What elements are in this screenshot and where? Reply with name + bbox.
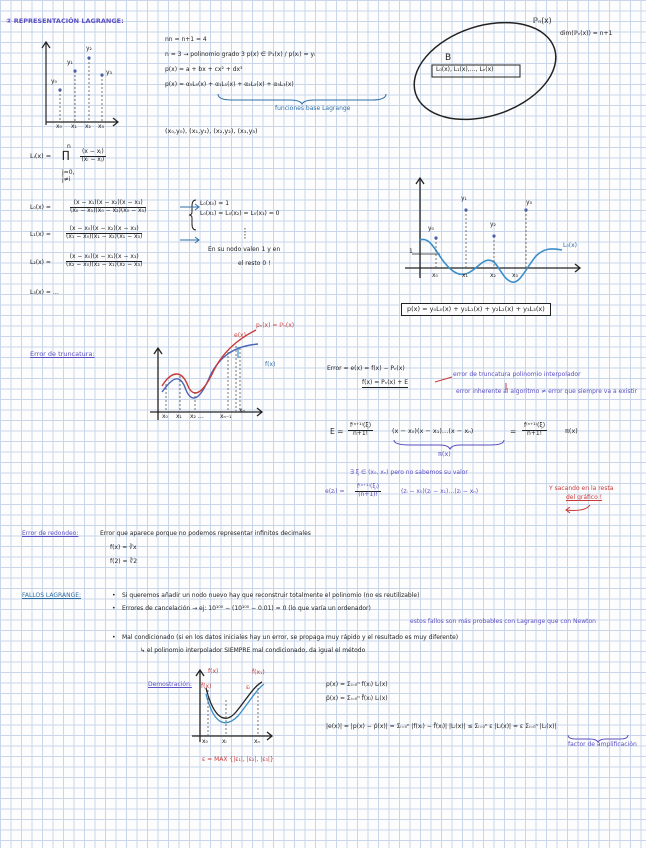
rg-y3: y₃	[526, 199, 532, 206]
product-top: n	[67, 143, 71, 150]
tg-fx: f(x)	[265, 361, 276, 368]
fallos-b3b: ↳ el polinomio interpolador SIEMPRE mal condicionado, da igual el método	[140, 647, 366, 654]
factor-note: factor de amplificación	[568, 741, 637, 748]
brace-line-1: L₀(x₀) = 1	[200, 200, 230, 207]
dg-f1: f̃(x₁)	[252, 669, 265, 676]
product-bottom: j=0, j≠i	[62, 169, 75, 183]
graph-label-x2: x₂	[85, 123, 91, 130]
E-frac1-den: n+1!	[353, 429, 369, 437]
error-def-line: Error = e(x) = f(x) − Pₙ(x)	[327, 365, 405, 372]
section-title-redondeo: Error de redondeo:	[22, 530, 79, 537]
L0-denominator: (x₀ − x₁)(x₀ − x₂)(x₀ − x₃)	[70, 206, 147, 214]
base-lagrange-note: funciones base Lagrange	[275, 105, 351, 112]
L3-line: L₃(x) = …	[30, 289, 59, 296]
rg-y0: y₀	[428, 225, 434, 232]
xi-line: ∃ ξ ∈ (x₀, xₙ) pero no sabemos su valor	[350, 469, 468, 476]
f-equals-line: f(x) = Pₙ(x) + E	[362, 379, 409, 386]
fallos-b3a: Mal condicionado (si en los datos iniciales hay un error, se propaga muy rápido y el resultado es muy diferente)	[122, 634, 459, 641]
fallos-b1: Si queremos añadir un nodo nuevo hay que reconstruir totalmente el polinomio (no es reutilizable)	[122, 592, 420, 599]
demo-inequality: |e(x)| = |p(x) − p̄(x)| = Σᵢ₌₀ⁿ |f(xᵢ) − f̄(xᵢ)| |Lᵢ(x)| ≤ Σᵢ₌₀ⁿ ε |Lᵢ(x)| = ε Σᵢ₌₀ⁿ |Lᵢ(x)|	[326, 723, 557, 730]
tg-x1: x₁	[176, 413, 182, 420]
rounding-line-1: Error que aparece porque no podemos representar infinitos decimales	[100, 530, 311, 537]
eps-max: ε = MAX {|ε₁|, |ε₂|, |ε₃|}	[202, 756, 274, 763]
line-poly: p(x) = a + bx + cx² + dx³	[165, 66, 243, 73]
rounding-line-3: f(2) = ∛2	[110, 558, 138, 565]
dg-xn: xₙ	[254, 738, 260, 745]
demo-px: p(x) = Σᵢ₌₀ⁿ f(xᵢ) Lᵢ(x)	[326, 681, 388, 688]
rg-y2: y₂	[490, 221, 496, 228]
section-title-lagrange: ② REPRESENTACIÓN LAGRANGE:	[6, 17, 124, 25]
rg-L0: L₀(x)	[563, 242, 577, 249]
dg-fx: f(x)	[208, 668, 219, 675]
fallos-b2b: estos fallos son más probables con Lagrange que con Newton	[410, 618, 596, 625]
ez-den: (n+1)!	[358, 490, 378, 498]
line-nn: nn = n+1 = 4	[165, 36, 207, 43]
graph-label-y1: y₁	[67, 59, 73, 66]
line-alpha: p(x) = α₀L₀(x) + α₁L₁(x) + α₂L₂(x) + α₃L₃(x)	[165, 81, 294, 88]
ez-rest: (zᵢ − x₀)(zᵢ − x₁)…(zᵢ − xₙ)	[401, 488, 479, 495]
brace-line-2: L₀(x₁) = L₀(x₂) = L₀(x₃) = 0	[200, 210, 280, 217]
dg-x0: x₀	[202, 738, 208, 745]
E-mid-under: π(x)	[438, 450, 451, 458]
tg-xn: xₙ	[239, 407, 245, 414]
section-title-truncatura: Error de truncatura:	[30, 350, 95, 358]
rg-y1: y₁	[461, 195, 467, 202]
graph-label-x1: x₁	[71, 123, 77, 130]
tg-x0: x₀	[162, 413, 168, 420]
dg-fxb: f̄(x)	[201, 683, 212, 690]
L1-lhs: L₁(x) =	[30, 231, 51, 238]
demo-pxb: p̄(x) = Σᵢ₌₀ⁿ f̄(xᵢ) Lᵢ(x)	[326, 695, 388, 702]
dg-ei: εᵢ	[246, 684, 251, 691]
line-n3: n = 3 → polinomio grado 3 p(x) ∈ ℙ₃(x) / p(xᵢ) = yᵢ	[165, 51, 316, 58]
Li-numerator: (x − xⱼ)	[82, 148, 104, 155]
rg-x1: x₁	[462, 272, 468, 279]
rg-x3: x₃	[512, 272, 518, 279]
Li-lhs: Lᵢ(x) =	[30, 152, 52, 160]
nodo-note-2: el resto 0 !	[238, 260, 271, 267]
graph-label-x0: x₀	[56, 123, 62, 130]
E-eq: =	[510, 427, 517, 436]
L1-numerator: (x − x₀)(x − x₂)(x − x₃)	[66, 226, 142, 234]
ez-lhs: e(zᵢ) =	[325, 488, 345, 495]
graph-label-y2: y₂	[86, 45, 92, 52]
section-title-fallos: FALLOS LAGRANGE:	[22, 592, 82, 599]
points-list: (x₀,y₀), (x₁,y₁), (x₂,y₂), (x₃,y₃)	[165, 127, 258, 135]
L2-lhs: L₂(x) =	[30, 259, 51, 266]
ez-note-2: del gráfico !	[566, 494, 603, 501]
basis-set: L₀(x), L₁(x),…, Lₙ(x)	[436, 66, 494, 73]
rg-x2: x₂	[490, 272, 496, 279]
note-inherente: error inherente al algoritmo ≠ error que siempre va a existir	[456, 388, 637, 395]
L0-numerator: (x − x₁)(x − x₂)(x − x₃)	[70, 200, 146, 208]
fallos-bullet-3: •	[112, 634, 116, 641]
E-pi: π(x)	[565, 427, 578, 435]
rg-one: 1	[409, 248, 413, 255]
rg-x0: x₀	[432, 272, 438, 279]
E-frac2-num: f⁽ⁿ⁺¹⁾(ξ)	[524, 422, 546, 429]
tg-ex: e(x)	[234, 332, 246, 339]
fallos-bullet-1: •	[112, 592, 116, 599]
dg-xi: xᵢ	[222, 738, 227, 745]
graph-label-y3: y₃	[106, 69, 112, 76]
product-symbol: ∏	[62, 150, 70, 161]
dim-label: dim(ℙₙ(x)) = n+1	[560, 30, 613, 37]
demo-title: Demostración:	[148, 681, 192, 688]
E-frac1-num: f⁽ⁿ⁺¹⁾(ξ)	[350, 422, 372, 429]
tg-xn1: xₙ₋₁	[220, 413, 232, 420]
nodo-note-1: En su nodo valen 1 y en	[208, 246, 281, 253]
graph-label-x3: x₃	[98, 123, 104, 130]
tg-pn: pₙ(x) = ℙₙ(x)	[256, 322, 295, 329]
L0-lhs: L₀(x) =	[30, 204, 51, 211]
L1-denominator: (x₁ − x₀)(x₁ − x₂)(x₁ − x₃)	[66, 232, 143, 240]
graph-label-y0: y₀	[51, 78, 57, 85]
E-mid: (x − x₀)(x − x₁)…(x − xₙ)	[392, 427, 474, 435]
rounding-line-2: f(x) = ∛x	[110, 544, 137, 551]
note-truncatura: error de truncatura polinomio interpolador	[453, 371, 581, 378]
L2-numerator: (x − x₀)(x − x₁)(x − x₃)	[66, 254, 142, 262]
basis-B: B	[445, 53, 452, 63]
ez-num: f⁽ⁿ⁺¹⁾(ξᵢ)	[357, 483, 380, 490]
fallos-bullet-2: •	[112, 605, 116, 612]
E-frac2-den: n+1!	[527, 429, 543, 437]
tg-x2: x₂ …	[190, 413, 204, 420]
Li-denominator: (xᵢ − xⱼ)	[81, 155, 105, 163]
fallos-b2a: Errores de cancelación → ej: 10¹⁰⁰ − (10¹⁰⁰ − 0.01) = 0 (lo que varía un ordenador)	[122, 605, 371, 612]
L2-denominator: (x₂ − x₀)(x₂ − x₁)(x₂ − x₃)	[66, 260, 143, 268]
ez-note-1: Y sacando en la resta	[549, 485, 614, 492]
E-lhs: E =	[330, 427, 344, 436]
space-label: ℙₙ(x)	[533, 16, 552, 25]
boxed-interpolation-formula: p(x) = y₀L₀(x) + y₁L₁(x) + y₂L₂(x) + y₃L₃(x)	[401, 303, 551, 316]
